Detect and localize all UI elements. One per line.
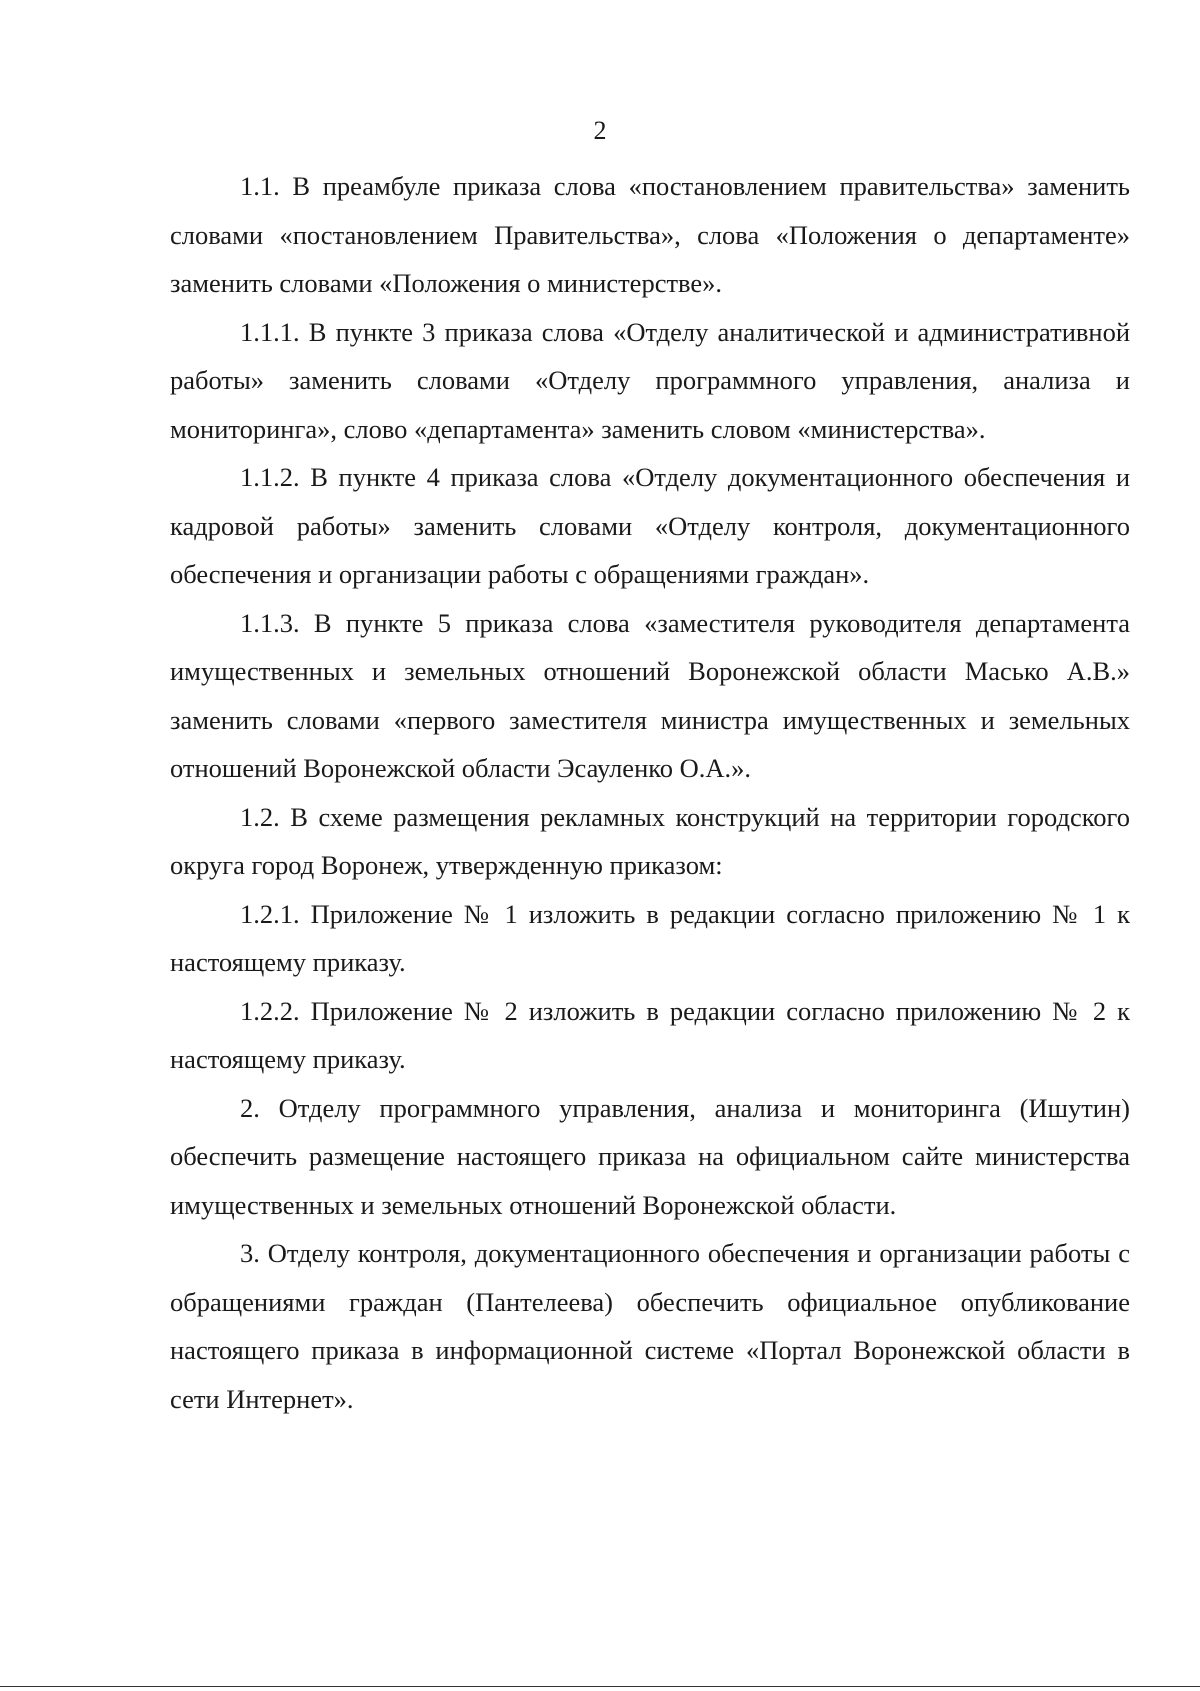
paragraph-1-2-2: 1.2.2. Приложение № 2 изложить в редакции согласно приложению № 2 к настоящему приказу. bbox=[170, 995, 1130, 1074]
paragraph-1-2-1: 1.2.1. Приложение № 1 изложить в редакции согласно приложению № 1 к настоящему приказу. bbox=[170, 898, 1130, 977]
page-number: 2 bbox=[593, 116, 607, 145]
bottom-scan-edge-line bbox=[0, 1686, 1200, 1687]
paragraph-1-1-3: 1.1.3. В пункте 5 приказа слова «заместителя руководителя департамента имущественных и земельных отношений Воронежской области Масько А.В.» заменить словами «первого заместителя министра имущественных и земельных отношений Воронежской области Эсауленко О.А.». bbox=[170, 607, 1130, 783]
paragraph-1-1-2: 1.1.2. В пункте 4 приказа слова «Отделу документационного обеспечения и кадровой работы» заменить словами «Отделу контроля, документационного обеспечения и организации работы с обращениями граждан». bbox=[170, 462, 1130, 589]
paragraph-1-2: 1.2. В схеме размещения рекламных конструкций на территории городского округа город Воронеж, утвержденную приказом: bbox=[170, 801, 1130, 880]
paragraph-1-1-1: 1.1.1. В пункте 3 приказа слова «Отделу аналитической и административной работы» заменить словами «Отделу программного управления, анализа и мониторинга», слово «департамента» заменить словом «министерства». bbox=[170, 316, 1130, 444]
document-body bbox=[170, 162, 1130, 1423]
paragraph-1-1: 1.1. В преамбуле приказа слова «постановлением правительства» заменить словами «постановлением Правительства», слова «Положения о департаменте» заменить словами «Положения о министерстве». bbox=[170, 171, 1130, 298]
paragraph-3: 3. Отделу контроля, документационного обеспечения и организации работы с обращениями граждан (Пантелеева) обеспечить официальное опубликование настоящего приказа в информационной системе «Портал Воронежской области в сети Интернет». bbox=[170, 1238, 1130, 1414]
paragraph-2: 2. Отделу программного управления, анализа и мониторинга (Ишутин) обеспечить размещение настоящего приказа на официальном сайте министерства имущественных и земельных отношений Воронежской области. bbox=[170, 1092, 1130, 1220]
